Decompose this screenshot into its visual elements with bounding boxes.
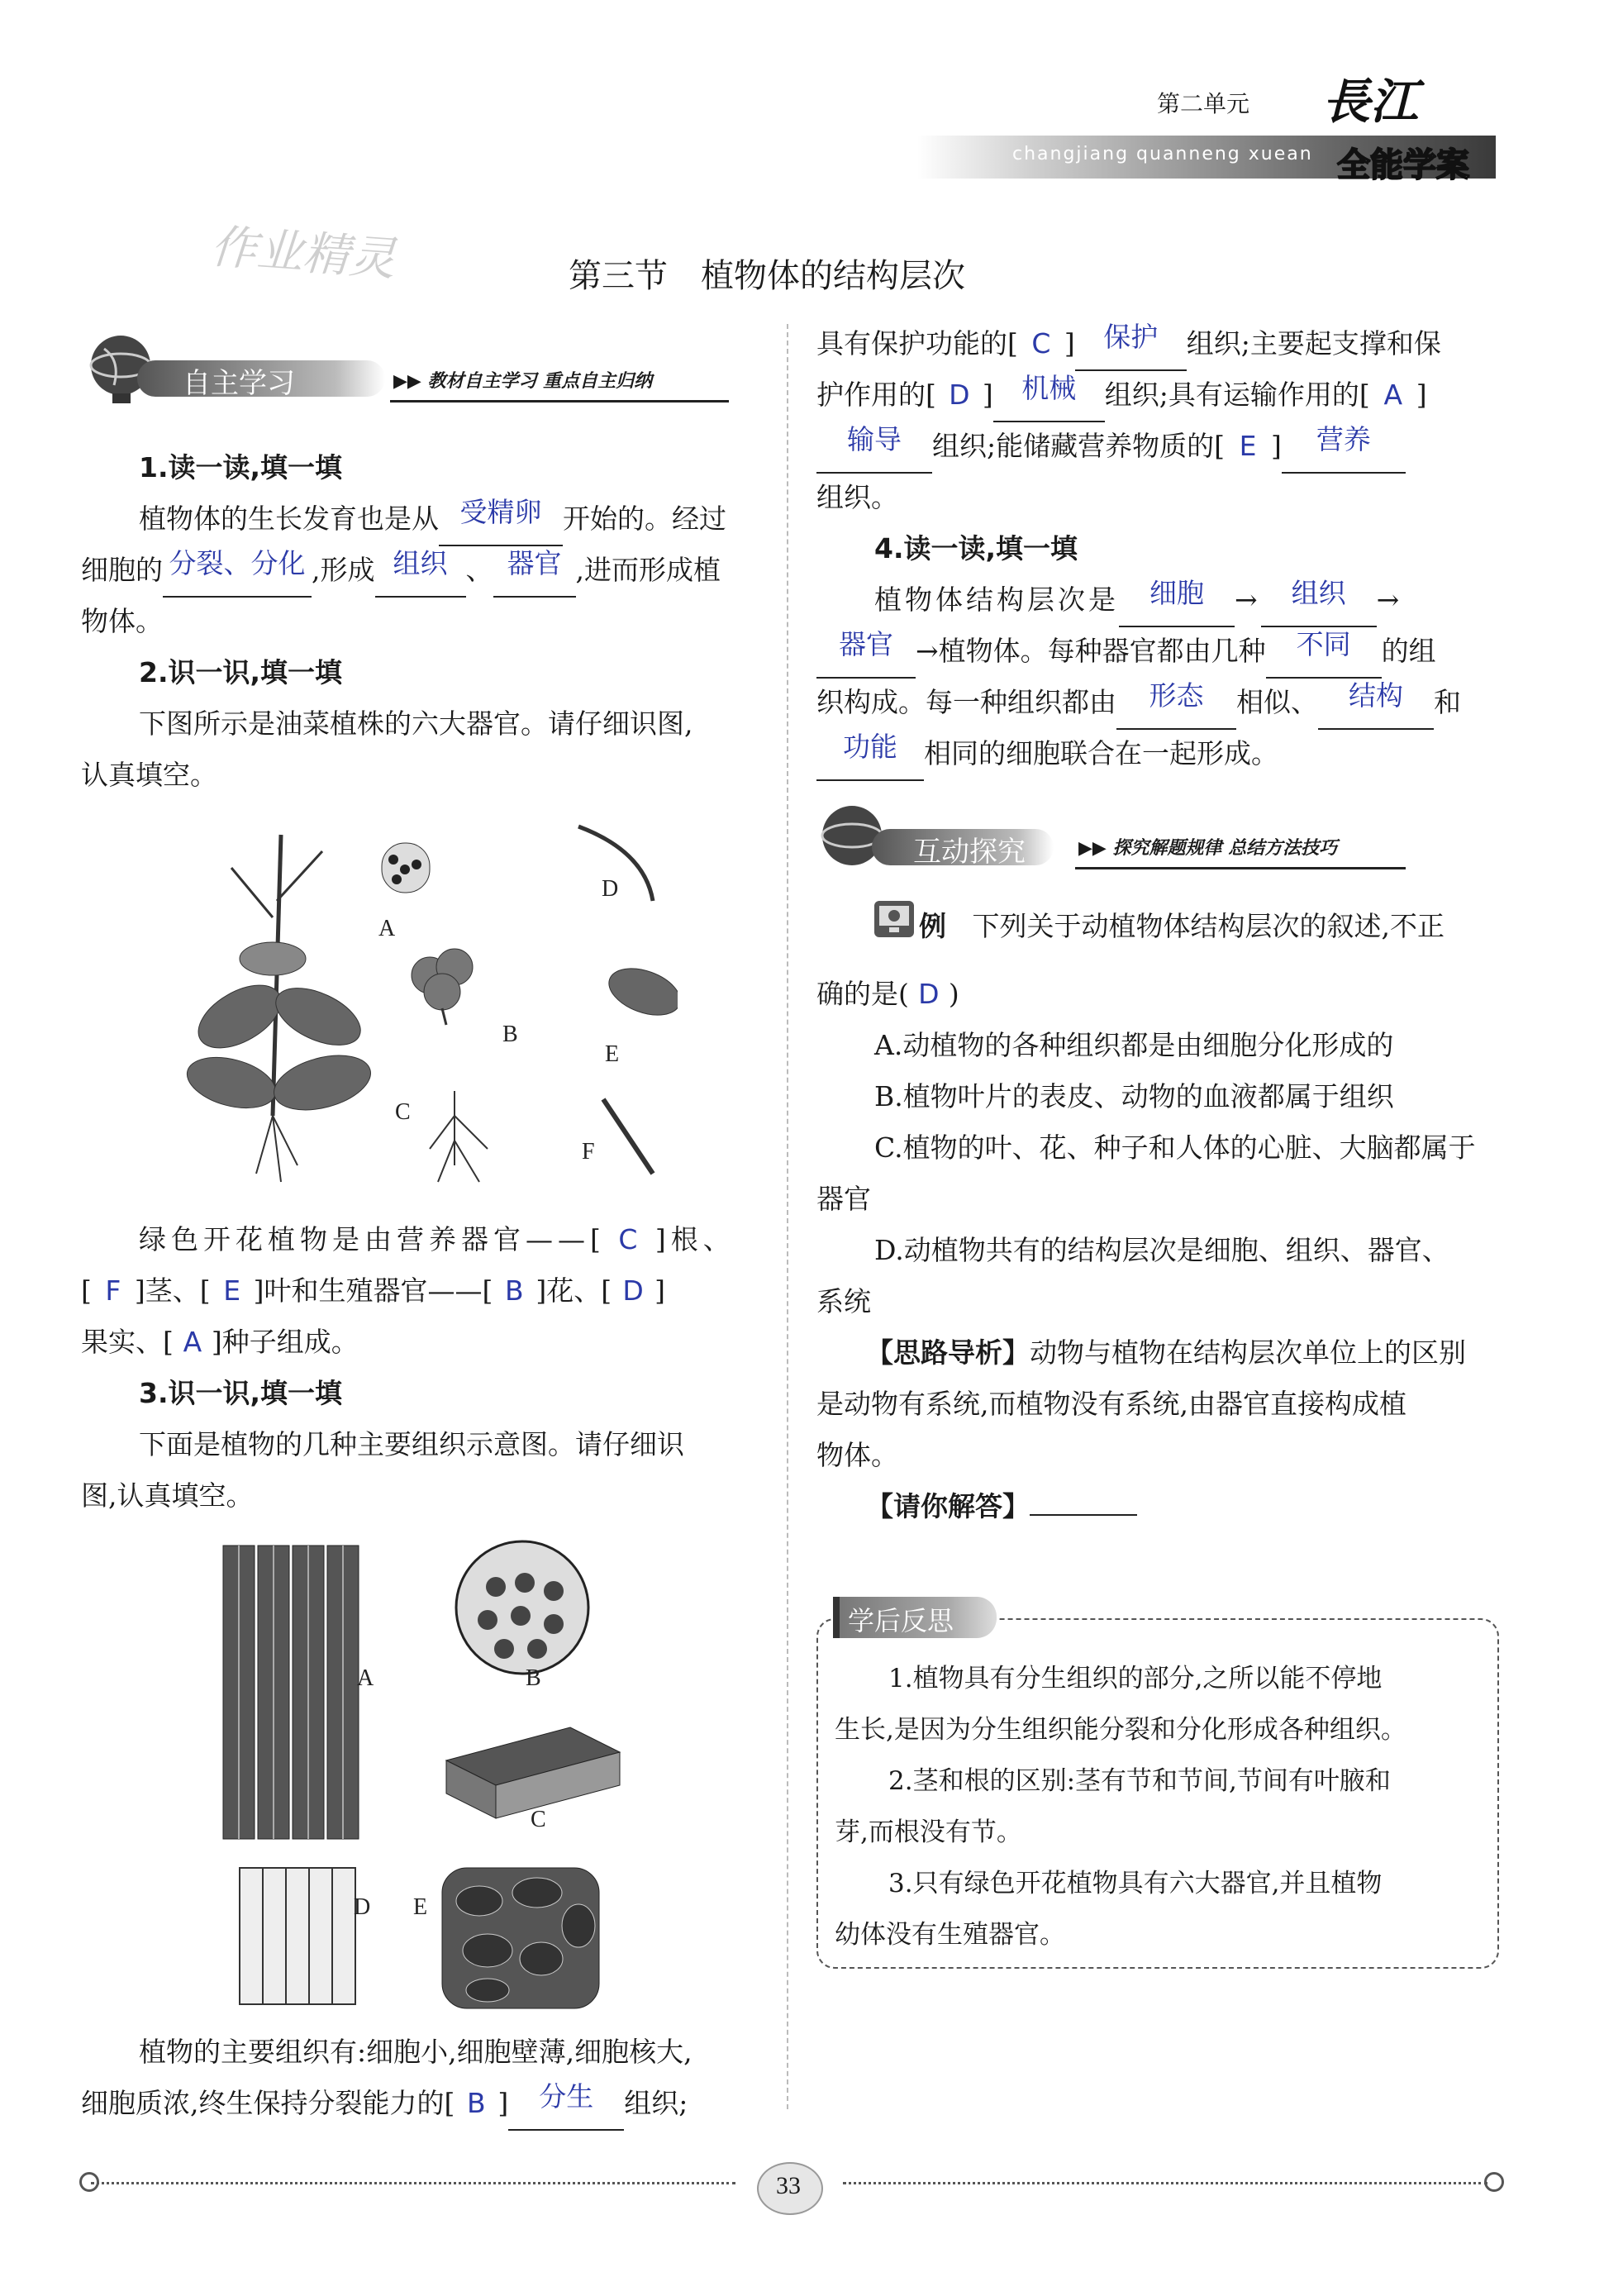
example-answer: D — [918, 978, 940, 1010]
right-blank-mech — [993, 369, 1105, 422]
reflection-item-3: 2.茎和根的区别:茎有节和节间,节间有叶腋和 — [888, 1766, 1391, 1796]
q1-heading: 1.读一读,填一填 — [139, 451, 343, 483]
right-text-2c: 组织;具有运输作用的[ — [1104, 379, 1370, 411]
q2-intro-2: 认真填空。 — [81, 759, 217, 791]
example-hint-3: 物体。 — [816, 1439, 898, 1471]
brand-logo-bottom: 全能学案 — [1337, 146, 1469, 184]
q1-line1 — [139, 493, 726, 546]
q4-answer-7: 功能 — [843, 731, 897, 763]
q2-text-1a: 绿色开花植物是由营养器官——[ — [139, 1223, 606, 1255]
q1-blank-1 — [439, 493, 563, 546]
monitor-icon — [874, 901, 914, 937]
tissue-illustration — [215, 1537, 645, 2017]
right-text-1a: 具有保护功能的[ — [816, 327, 1018, 360]
q1-text-2c: 、 — [465, 554, 493, 586]
column-divider — [787, 324, 788, 2109]
q1-blank-3 — [375, 545, 466, 598]
q1-answer-2: 分裂、分化 — [169, 547, 306, 579]
fig1-label-f: F — [582, 1139, 595, 1165]
q1-line3: 物体。 — [81, 605, 163, 637]
example-stem-text-1: 下列关于动植物体结构层次的叙述,不正 — [972, 910, 1445, 942]
q2-answer-fruit: D — [622, 1274, 644, 1307]
section-underline — [1075, 867, 1406, 869]
q4-text-3b: 相似、 — [1236, 686, 1318, 718]
right-line1 — [816, 318, 1441, 371]
q2-text-3a: 果实、[ — [81, 1326, 174, 1358]
q1-text-1b: 开始的。经过 — [563, 503, 726, 535]
q2-text-2d: ]花、[ — [535, 1274, 612, 1307]
q2-answer-flower: B — [505, 1274, 524, 1307]
section-self-study-label: 自主学习 — [183, 367, 295, 400]
q4-answer-1: 细胞 — [1149, 577, 1204, 609]
q4-text-2b: →植物体。每种器官都由几种 — [916, 635, 1266, 667]
q2-answer-stem: F — [105, 1274, 121, 1307]
q1-answer-3: 组织 — [393, 547, 448, 579]
section-banner-explore — [814, 798, 1442, 880]
q4-blank-7 — [816, 728, 924, 781]
right-answer-mech-name: 机械 — [1021, 372, 1077, 404]
q4-blank-4 — [1266, 626, 1382, 679]
q2-text-2e: ] — [654, 1274, 665, 1307]
q4-blank-1 — [1119, 574, 1235, 627]
fig2-label-d: D — [354, 1894, 371, 1920]
example-tag: 例 — [919, 910, 946, 942]
q3-text-2a: 细胞质浓,终生保持分裂能力的[ — [81, 2087, 455, 2119]
q4-blank-6 — [1318, 677, 1434, 730]
q3-answer-meristem-name: 分生 — [539, 2080, 594, 2113]
example-option-c1: C.植物的叶、花、种子和人体的心脏、大脑都属于 — [874, 1131, 1476, 1164]
fig2-label-e: E — [413, 1894, 428, 1920]
section-banner-self-study — [79, 327, 732, 410]
fig1-label-e: E — [605, 1041, 620, 1067]
q4-text-4b: 相同的细胞联合在一起形成。 — [924, 737, 1278, 769]
q4-blank-5 — [1116, 677, 1236, 730]
q1-text-1a: 植物体的生长发育也是从 — [139, 503, 439, 535]
q3-line1: 植物的主要组织有:细胞小,细胞壁薄,细胞核大, — [139, 2036, 693, 2068]
reflection-item-4: 芽,而根没有节。 — [835, 1817, 1022, 1847]
brand-logo-top: 長江 — [1322, 74, 1419, 130]
q2-answer-root: C — [618, 1223, 643, 1255]
brand-logo — [1314, 63, 1496, 187]
header-pinyin: changjiang quanneng xuean — [1012, 144, 1313, 164]
q2-text-2b: ]茎、[ — [134, 1274, 211, 1307]
q1-text-2d: ,进而形成植 — [575, 554, 721, 586]
example-hint-label: 【思路导析】 — [866, 1336, 1030, 1369]
example-stem-1 — [919, 901, 1445, 952]
q4-answer-6: 结构 — [1349, 679, 1403, 712]
q2-text-3b: ]种子组成。 — [211, 1326, 359, 1358]
fig1-label-b: B — [502, 1022, 518, 1047]
right-answer-conduct-name: 输导 — [847, 423, 902, 455]
q4-answer-5: 形态 — [1149, 679, 1204, 712]
q4-text-3a: 织构成。每一种组织都由 — [816, 686, 1116, 718]
footer-rule-right — [843, 2182, 1487, 2184]
right-answer-protect-name: 保护 — [1103, 321, 1159, 353]
q4-line3 — [816, 677, 1461, 730]
section-explore-label: 互动探究 — [913, 836, 1026, 869]
right-line3 — [816, 421, 1406, 474]
section-explore-tagline-text: 探究解题规律 总结方法技巧 — [1112, 838, 1338, 859]
right-blank-conduct — [816, 421, 932, 474]
q4-text-1a: 植物体结构层次是 — [874, 584, 1119, 616]
fig1-label-d: D — [602, 876, 619, 902]
right-text-1b: ] — [1064, 327, 1075, 360]
reflection-item-1: 1.植物具有分生组织的部分,之所以能不停地 — [888, 1664, 1383, 1693]
q1-text-2a: 细胞的 — [81, 554, 163, 586]
q3-intro-1: 下面是植物的几种主要组织示意图。请仔细识 — [139, 1428, 684, 1460]
q2-line3 — [81, 1317, 359, 1368]
q2-answer-seed: A — [183, 1326, 202, 1358]
reflection-item-2: 生长,是因为分生组织能分裂和分化形成各种组织。 — [835, 1715, 1406, 1745]
q2-heading: 2.识一识,填一填 — [139, 656, 343, 688]
example-icon — [874, 901, 914, 937]
right-line4: 组织。 — [816, 481, 898, 513]
example-option-d2: 系统 — [816, 1285, 871, 1317]
example-answer-label: 【请你解答】 — [866, 1490, 1030, 1522]
q4-arrow-1: → — [1235, 584, 1261, 616]
q2-text-1b: ]根、 — [654, 1223, 735, 1255]
right-text-3b: ] — [1271, 430, 1282, 462]
q4-heading: 4.读一读,填一填 — [874, 532, 1078, 564]
q3-blank-meristem — [508, 2078, 624, 2131]
right-answer-conduct: A — [1383, 379, 1403, 411]
q4-blank-3 — [816, 626, 916, 679]
fig2-label-a: A — [357, 1665, 374, 1691]
footer-ornament-right — [1484, 2172, 1504, 2192]
right-answer-mech: D — [949, 379, 970, 411]
example-hint-text-1: 动物与植物在结构层次单位上的区别 — [1030, 1336, 1466, 1369]
q3-answer-meristem: B — [467, 2087, 486, 2119]
footer-ornament-left — [79, 2172, 99, 2192]
unit-label: 第二单元 — [1157, 90, 1250, 117]
fig2-label-c: C — [531, 1807, 546, 1832]
right-answer-store-name: 营养 — [1316, 423, 1371, 455]
q1-blank-2 — [163, 545, 312, 598]
right-text-2b: ] — [982, 379, 993, 411]
right-line2 — [816, 369, 1427, 422]
rape-plant-figure — [182, 818, 678, 1207]
right-text-3a: 组织;能储藏营养物质的[ — [932, 430, 1225, 462]
q2-text-2a: [ — [81, 1274, 92, 1307]
q4-answer-3: 器官 — [839, 628, 893, 660]
fig1-label-c: C — [395, 1099, 411, 1125]
example-option-b: B.植物叶片的表皮、动物的血液都属于组织 — [874, 1080, 1394, 1112]
q4-answer-2: 组织 — [1291, 577, 1346, 609]
right-text-1c: 组织;主要起支撑和保 — [1186, 327, 1441, 360]
q2-intro-1: 下图所示是油菜植株的六大器官。请仔细识图, — [139, 707, 693, 740]
q3-text-2c: 组织; — [624, 2087, 688, 2119]
right-blank-store — [1282, 421, 1406, 474]
q1-blank-4 — [493, 545, 576, 598]
right-blank-protect — [1075, 318, 1187, 371]
section-explore-tagline: ▶▶ 探究解题规律 总结方法技巧 — [1078, 838, 1338, 859]
q1-answer-1: 受精卵 — [459, 496, 542, 528]
q2-text-2c: ]叶和生殖器官——[ — [253, 1274, 493, 1307]
q4-text-2c: 的组 — [1381, 635, 1436, 667]
q3-line2 — [81, 2078, 688, 2131]
q2-line2 — [81, 1265, 665, 1317]
q4-text-3c: 和 — [1434, 686, 1461, 718]
reflection-title: 学后反思 — [848, 1605, 954, 1636]
right-answer-store: E — [1239, 430, 1257, 462]
reflection-item-6: 幼体没有生殖器官。 — [835, 1920, 1065, 1950]
example-option-d1: D.动植物共有的结构层次是细胞、组织、器官、 — [874, 1234, 1449, 1266]
section-self-study-tagline-text: 教材自主学习 重点自主归纳 — [427, 371, 653, 392]
page-number: 33 — [776, 2172, 801, 2199]
fig2-label-b: B — [526, 1665, 541, 1691]
right-answer-protect: C — [1031, 327, 1051, 360]
right-text-2d: ] — [1416, 379, 1427, 411]
q4-line2 — [816, 626, 1436, 679]
watermark-top: 作业精灵 — [208, 220, 397, 287]
q2-answer-leaf: E — [223, 1274, 241, 1307]
q4-line4 — [816, 728, 1278, 781]
q1-text-2b: ,形成 — [312, 554, 375, 586]
q4-answer-4: 不同 — [1296, 628, 1351, 660]
example-answer-line — [866, 1481, 1137, 1532]
q1-line2 — [81, 545, 721, 598]
q4-arrow-2: → — [1376, 584, 1403, 616]
example-option-a: A.动植物的各种组织都是由细胞分化形成的 — [874, 1029, 1394, 1061]
example-option-c2: 器官 — [816, 1183, 871, 1215]
q3-heading: 3.识一识,填一填 — [139, 1377, 343, 1409]
right-text-2a: 护作用的[ — [816, 379, 936, 411]
fig1-label-a: A — [378, 916, 396, 941]
example-stem-text-2b: ) — [948, 978, 959, 1010]
page-title: 第三节 植物体的结构层次 — [569, 257, 965, 295]
q3-text-2b: ] — [497, 2087, 509, 2119]
example-hint-2: 是动物有系统,而植物没有系统,由器官直接构成植 — [816, 1388, 1406, 1420]
example-answer-blank — [1030, 1514, 1137, 1516]
example-hint-1 — [866, 1327, 1466, 1379]
section-self-study-tagline: ▶▶ 教材自主学习 重点自主归纳 — [393, 371, 653, 392]
q2-line1 — [139, 1214, 735, 1265]
example-stem-2 — [816, 969, 959, 1020]
q4-line1 — [874, 574, 1402, 627]
q3-intro-2: 图,认真填空。 — [81, 1479, 254, 1512]
q1-answer-4: 器官 — [507, 547, 562, 579]
example-stem-text-2a: 确的是( — [816, 978, 909, 1010]
section-underline — [390, 400, 729, 403]
q4-blank-2 — [1261, 574, 1377, 627]
tissue-figure — [215, 1537, 645, 2017]
footer-rule-left — [91, 2182, 735, 2184]
reflection-item-5: 3.只有绿色开花植物具有六大器官,并且植物 — [888, 1869, 1383, 1898]
